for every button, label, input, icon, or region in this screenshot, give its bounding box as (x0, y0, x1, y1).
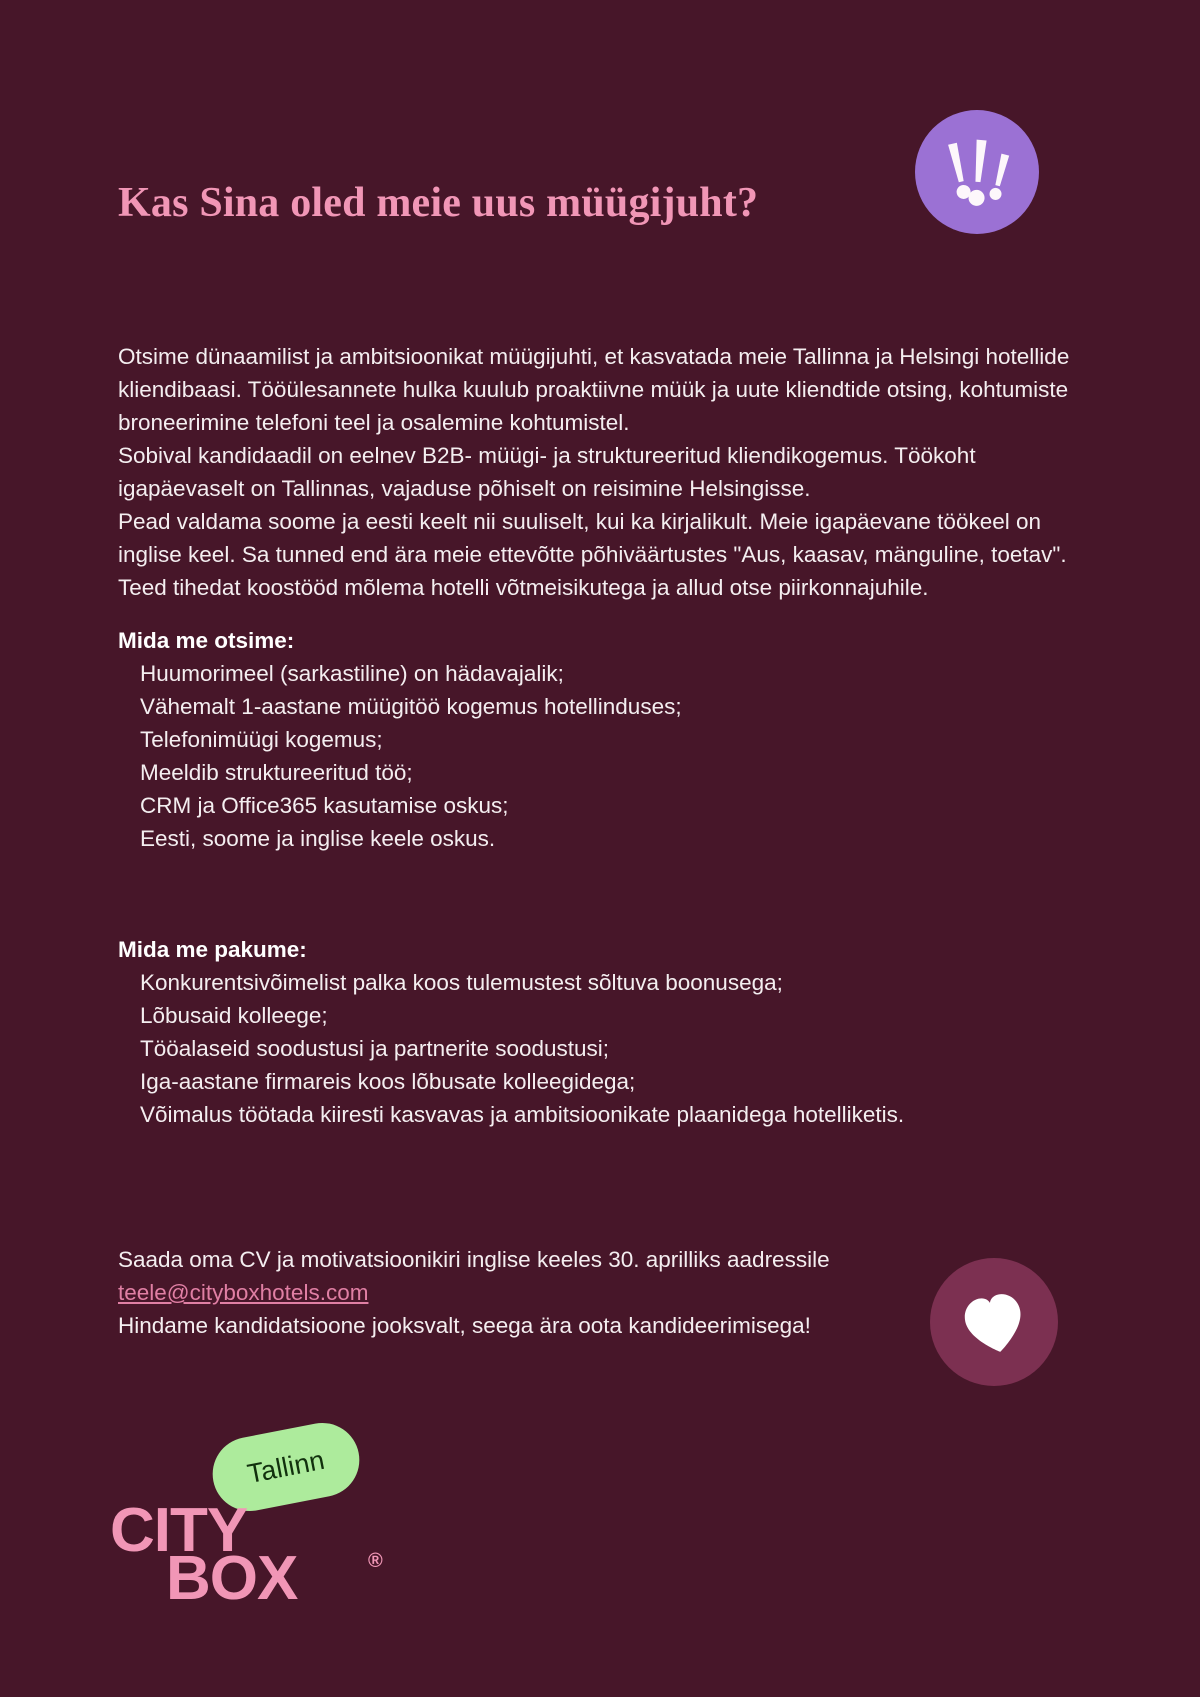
spacer (118, 604, 1103, 624)
contact-email-link[interactable]: teele@cityboxhotels.com (118, 1280, 369, 1305)
page-title: Kas Sina oled meie uus müügijuht? (118, 180, 759, 226)
list-item: Tööalaseid soodustusi ja partnerite soodustusi; (140, 1036, 610, 1061)
spacer (118, 1131, 1103, 1243)
list-item: CRM ja Office365 kasutamise oskus; (140, 793, 509, 818)
logo-word-city: CITY (110, 1496, 248, 1565)
list-item: Vähemalt 1-aastane müügitöö kogemus hotellinduses; (140, 694, 682, 719)
list-item: Konkurentsivõimelist palka koos tulemustest sõltuva boonusega; (140, 970, 783, 995)
looking-for-list (118, 657, 1103, 855)
application-note: Hindame kandidatsioone jooksvalt, seega ära oota kandideerimisega! (118, 1313, 811, 1338)
registered-trademark-symbol: ® (368, 1550, 383, 1572)
spacer (118, 855, 1103, 933)
advert-body (118, 340, 1103, 1342)
location-pill-label: Tallinn (244, 1444, 328, 1489)
intro-paragraph-1: Otsime dünaamilist ja ambitsioonikat müügijuhti, et kasvatada meie Tallinna ja Helsingi hotellide kliendibaasi. Tööülesannete hulka kuulub proaktiivne müük ja uute kliendtide otsing, kohtumiste broneerimine telefoni teel ja osalemine kohtumistel. (118, 344, 1070, 435)
intro-paragraph-3: Pead valdama soome ja eesti keelt nii suuliselt, kui ka kirjalikult. Meie igapäevane töökeel on inglise keel. Sa tunned end ära meie ettevõtte põhiväärtustes "Aus, kaasav, mänguline, toetav". Teed tihedat koostööd mõlema hotelli võtmeisikutega ja allud otse piirkonnajuhile. (118, 509, 1067, 600)
list-item: Telefonimüügi kogemus; (140, 727, 383, 752)
list-item: Võimalus töötada kiiresti kasvavas ja ambitsioonikate plaanidega hotelliketis. (140, 1102, 905, 1127)
application-instructions: Saada oma CV ja motivatsioonikiri inglise keeles 30. aprilliks aadressile (118, 1247, 830, 1272)
citybox-logo (110, 1420, 440, 1613)
list-item: Meeldib struktureeritud töö; (140, 760, 413, 785)
logo-word-box: BOX (166, 1544, 298, 1613)
list-item: Lõbusaid kolleege; (140, 1003, 328, 1028)
list-item: Huumorimeel (sarkastiline) on hädavajalik; (140, 661, 564, 686)
exclamation-marks-icon (915, 110, 1039, 234)
heart-icon (930, 1258, 1058, 1386)
offering-list (118, 966, 1103, 1131)
list-item: Iga-aastane firmareis koos lõbusate kolleegidega; (140, 1069, 636, 1094)
intro-paragraph-2: Sobival kandidaadil on eelnev B2B- müügi- ja struktureeritud kliendikogemus. Töökoht igapäevaselt on Tallinnas, vajaduse põhiselt on reisimine Helsingisse. (118, 443, 976, 501)
section-title-looking-for: Mida me otsime: (118, 628, 295, 653)
section-title-offering: Mida me pakume: (118, 937, 307, 962)
list-item: Eesti, soome ja inglise keele oskus. (140, 826, 496, 851)
